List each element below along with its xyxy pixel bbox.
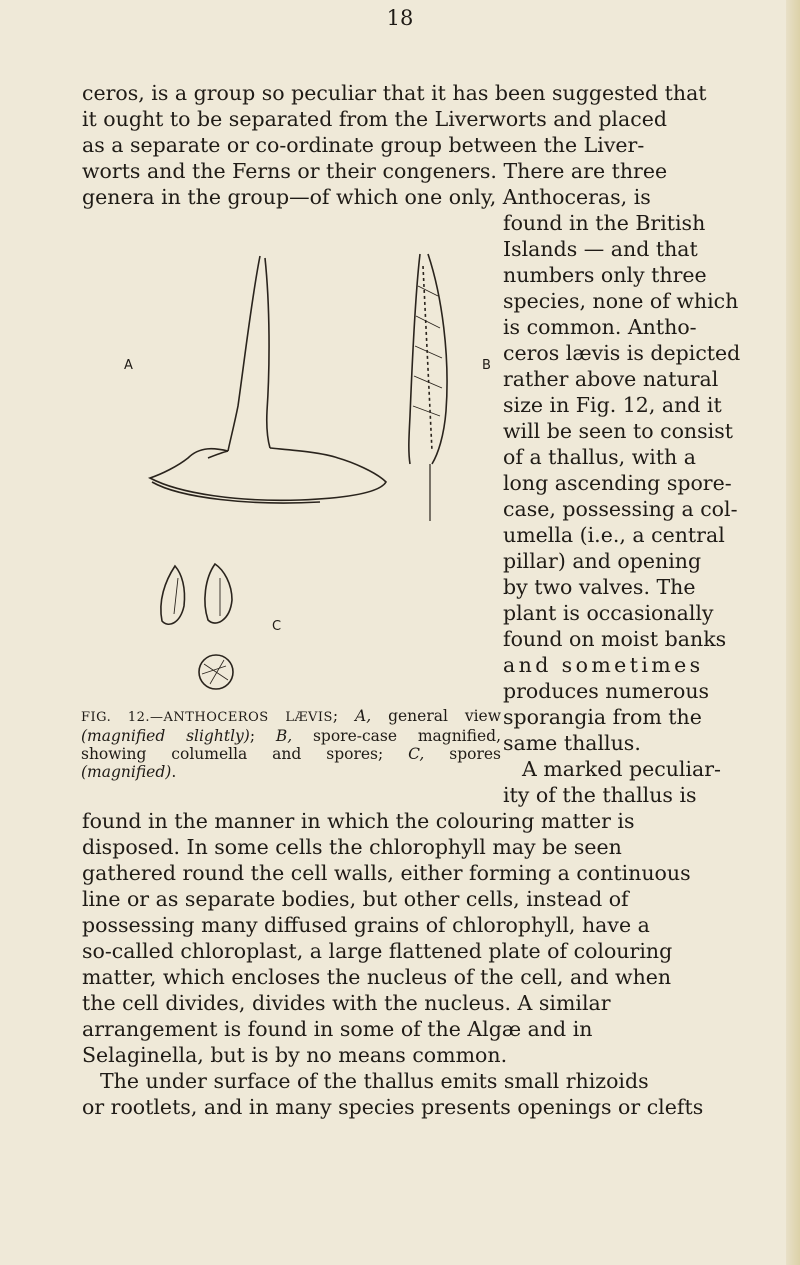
column-line: size in Fig. 12, and it [503, 393, 722, 417]
text-line: or rootlets, and in many species presents openings or clefts [82, 1095, 704, 1119]
spore-1 [161, 566, 185, 624]
text-line: genera in the group—of which one only, Anthoceras, is [82, 185, 651, 209]
thallus-a [150, 448, 386, 500]
column-line: long ascending spore- [503, 471, 732, 495]
columella [423, 266, 432, 451]
column-line: same thallus. [503, 731, 641, 755]
figure-caption [81, 707, 501, 781]
caption-note-a: (magnified slightly) [81, 727, 250, 745]
caption-text: spore-case magnified, showing columella and spores; [81, 727, 501, 763]
spore-2 [205, 564, 232, 623]
column-line: and sometimes [503, 653, 704, 677]
column-line: A marked peculiar- [522, 757, 721, 781]
spore-case-b-right [428, 254, 447, 464]
figure-label-b: B [482, 358, 491, 373]
spore-case-a-left [228, 256, 260, 451]
text-line: possessing many diffused grains of chlorophyll, have a [82, 913, 650, 937]
caption-species: ANTHOCEROS LÆVIS [163, 710, 333, 725]
text-line: found in the manner in which the colouring matter is [82, 809, 635, 833]
caption-fig-number: FIG. 12.— [81, 710, 164, 725]
figure-label-c: C [272, 619, 282, 634]
column-line: ity of the thallus is [503, 783, 697, 807]
text-line: arrangement is found in some of the Algæ and in [82, 1017, 593, 1041]
text-line: disposed. In some cells the chlorophyll may be seen [82, 835, 622, 859]
column-line: plant is occasionally [503, 601, 714, 625]
page-edge [786, 0, 800, 1265]
text-line: so-called chloroplast, a large flattened plate of colouring [82, 939, 673, 963]
text-line: ceros, is a group so peculiar that it has been suggested that [82, 81, 707, 105]
text-line: matter, which encloses the nucleus of the cell, and when [82, 965, 672, 989]
caption-text: ; [332, 707, 356, 725]
text-line: line or as separate bodies, but other cells, instead of [82, 887, 629, 911]
column-line: ceros lævis is depicted [503, 341, 741, 365]
figure-label-a: A [124, 358, 133, 373]
caption-text: general view [371, 707, 501, 725]
text-line: worts and the Ferns or their congeners. There are three [82, 159, 668, 183]
column-line: by two valves. The [503, 575, 696, 599]
column-line: is common. Antho- [503, 315, 697, 339]
column-line: species, none of which [503, 289, 739, 313]
column-line: found in the British [503, 211, 706, 235]
page-number: 18 [386, 6, 414, 30]
column-line: pillar) and opening [503, 549, 702, 573]
caption-part-b: B, [275, 727, 293, 745]
spore-case-a-right [265, 258, 270, 448]
caption-text: ; [249, 727, 276, 745]
text-line: Selaginella, but is by no means common. [82, 1043, 508, 1067]
text-line: the cell divides, divides with the nucleus. A similar [82, 991, 611, 1015]
caption-part-c: C, [408, 745, 425, 763]
figure-12-illustration [120, 236, 510, 701]
caption-part-a: A, [355, 707, 372, 725]
caption-text: . [171, 763, 177, 781]
spore-case-b-left [409, 254, 420, 464]
column-line: sporangia from the [503, 705, 702, 729]
text-line: gathered round the cell walls, either forming a continuous [82, 861, 691, 885]
column-line: Islands — and that [503, 237, 698, 261]
column-line: numbers only three [503, 263, 707, 287]
caption-note-c: (magnified) [81, 763, 172, 781]
text-line: it ought to be separated from the Liverworts and placed [82, 107, 667, 131]
text-line: as a separate or co-ordinate group between the Liver- [82, 133, 645, 157]
column-line: case, possessing a col- [503, 497, 738, 521]
column-line: rather above natural [503, 367, 719, 391]
column-line: of a thallus, with a [503, 445, 696, 469]
text-line: The under surface of the thallus emits small rhizoids [100, 1069, 649, 1093]
anthoceros-drawing [120, 236, 510, 701]
column-line: umella (i.e., a central [503, 523, 725, 547]
column-line: will be seen to consist [503, 419, 733, 443]
column-line: produces numerous [503, 679, 710, 703]
caption-text: spores [424, 745, 502, 763]
column-line: found on moist banks [503, 627, 727, 651]
